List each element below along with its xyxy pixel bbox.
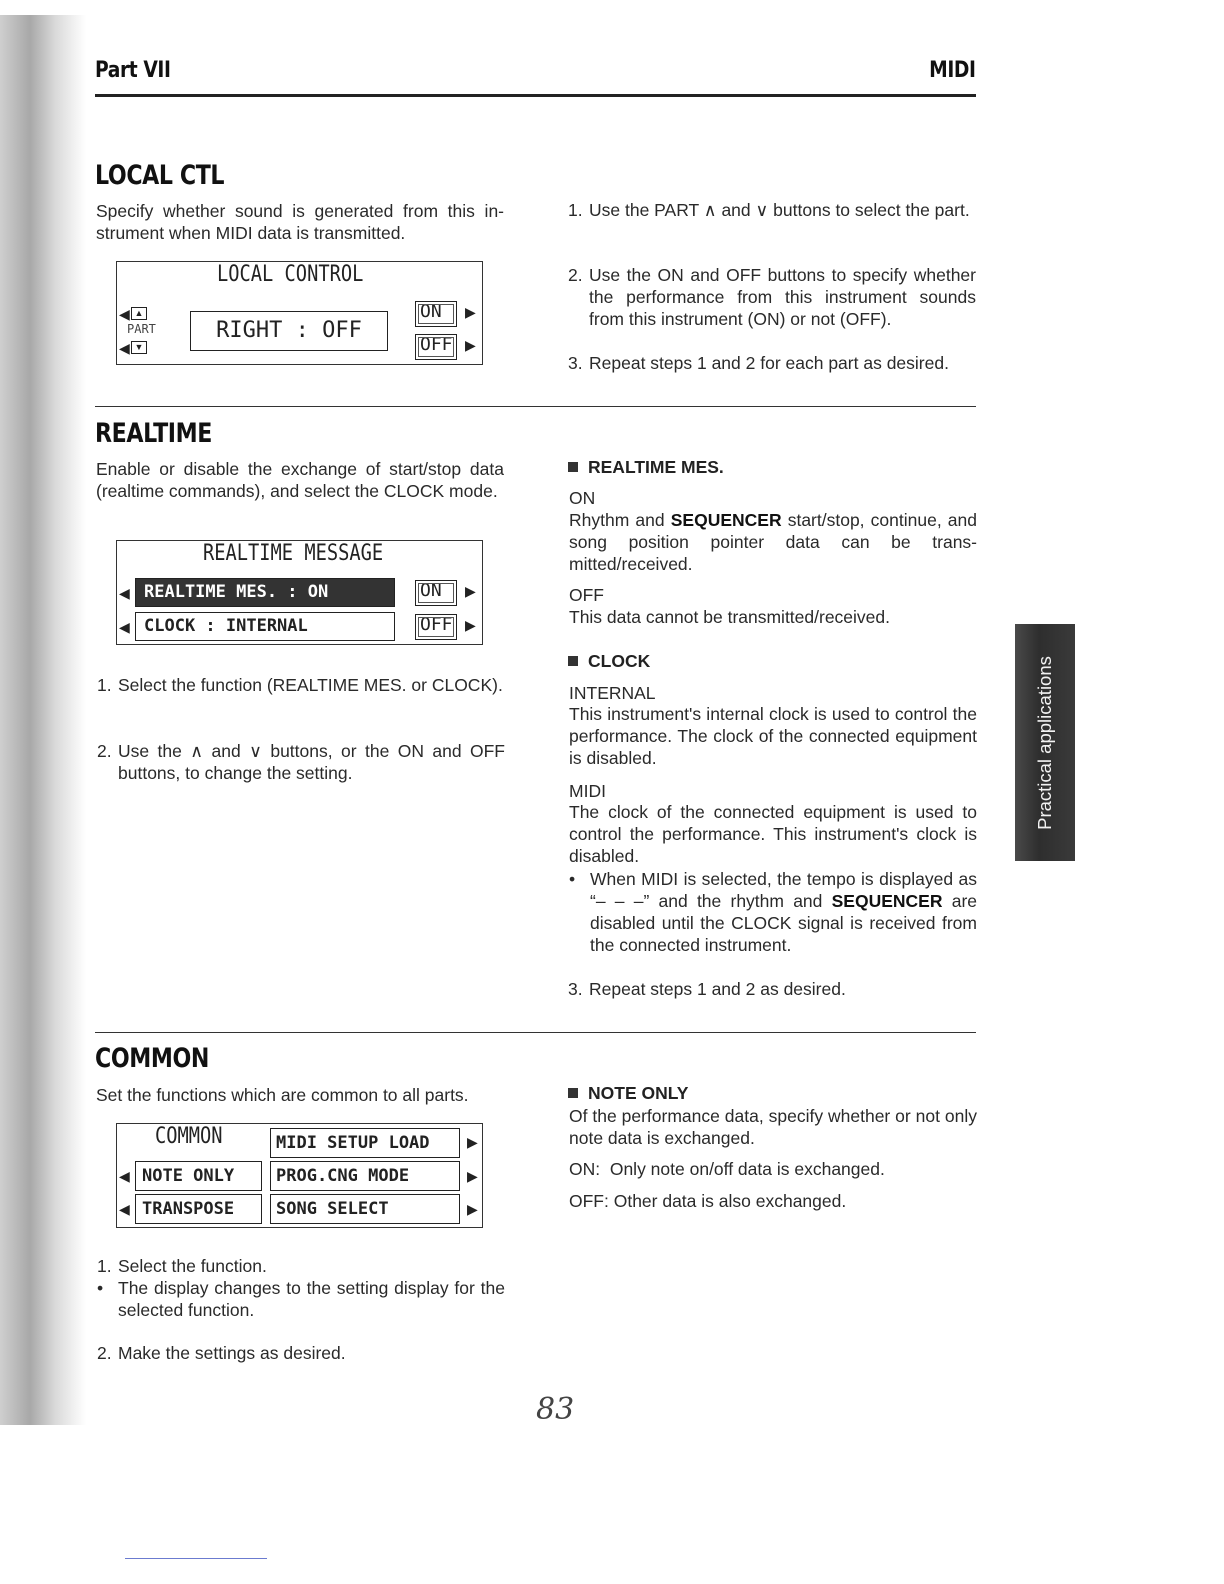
lcd-title: LOCAL CONTROL (217, 262, 364, 287)
bullet-dot-icon: • (97, 1278, 104, 1298)
note-only-item[interactable]: NOTE ONLY (135, 1161, 262, 1191)
realtime-off-label: OFF (569, 585, 604, 605)
arrow-right-icon: ▶ (467, 1134, 478, 1150)
arrow-left-icon: ◀ (119, 1201, 130, 1217)
off-button[interactable]: OFF (415, 334, 457, 360)
clock-row[interactable]: CLOCK : INTERNAL (135, 612, 395, 641)
common-step-1: 1. Select the function. (97, 1256, 267, 1276)
part-down-icon[interactable]: ▼ (131, 341, 147, 354)
local-control-display (116, 261, 483, 365)
clock-note: When MIDI is selected, the tempo is displayed as “– – –” and the rhythm and SEQUENCER are disabled until the CLOCK signal is received from the connected instrument. (590, 869, 978, 955)
clock-heading: CLOCK (568, 651, 650, 672)
bullet-dot-icon: • (569, 869, 576, 889)
realtime-off-text: This data cannot be transmitted/received. (569, 607, 891, 627)
page-number: 83 (536, 1392, 575, 1427)
midi-setup-load-item[interactable]: MIDI SETUP LOAD (270, 1128, 460, 1158)
section-title-common: COMMON (95, 1043, 210, 1074)
lcd-title: REALTIME MESSAGE (203, 541, 384, 566)
on-button[interactable]: ON (415, 580, 457, 606)
common-bullet: • The display changes to the setting display for the selected function. (97, 1278, 505, 1320)
prog-cng-mode-item[interactable]: PROG.CNG MODE (270, 1161, 460, 1191)
local-step-2: 2. Use the ON and OFF buttons to specify whether the performance from this instrument sounds from this instrument (ON) or not (OFF). (568, 265, 976, 329)
realtime-on-label: ON (569, 488, 596, 508)
chapter-side-tab: Practical applications (1015, 624, 1075, 861)
section-title-realtime: REALTIME (95, 418, 212, 449)
square-bullet-icon (568, 1088, 578, 1098)
part-up-arrow-icon[interactable]: ◀ (119, 306, 130, 322)
realtime-step-2: 2. Use the ∧ and ∨ buttons, or the ON and OFF buttons, to change the setting. (97, 741, 505, 783)
row2-arrow-icon: ◀ (119, 619, 130, 635)
arrow-right-icon: ▶ (467, 1201, 478, 1217)
off-arrow-icon: ▶ (465, 617, 476, 633)
realtime-on-text: Rhythm and SEQUENCER start/stop, continue, and song position pointer data can be trans-mitted/received. (569, 510, 977, 574)
note-only-on: ON: Only note on/off data is exchanged. (569, 1159, 885, 1179)
clock-midi-label: MIDI (569, 781, 606, 801)
section-title-local-ctl: LOCAL CTL (95, 160, 225, 191)
realtime-message-display (116, 540, 483, 645)
clock-internal-label: INTERNAL (569, 683, 656, 703)
part-down-arrow-icon[interactable]: ◀ (119, 340, 130, 356)
local-step-3: 3. Repeat steps 1 and 2 for each part as desired. (568, 353, 949, 373)
clock-midi-text: The clock of the connected equipment is used to control the performance. This instrument's clock is disabled. (569, 802, 977, 866)
part-label: PART (127, 322, 156, 336)
header-part: Part VII (95, 58, 171, 83)
page-binding-shadow (0, 15, 86, 1425)
off-arrow-icon: ▶ (465, 337, 476, 353)
note-only-heading: NOTE ONLY (568, 1083, 688, 1104)
square-bullet-icon (568, 462, 578, 472)
realtime-step-1: 1. Select the function (REALTIME MES. or CLOCK). (97, 675, 503, 695)
common-display (116, 1123, 483, 1228)
arrow-right-icon: ▶ (467, 1168, 478, 1184)
note-only-off: OFF: Other data is also exchanged. (569, 1191, 847, 1211)
common-step-2: 2. Make the settings as desired. (97, 1343, 346, 1363)
part-up-icon[interactable]: ▲ (131, 307, 147, 320)
realtime-step-3: 3. Repeat steps 1 and 2 as desired. (568, 979, 846, 999)
section-divider (95, 406, 976, 407)
on-arrow-icon: ▶ (465, 304, 476, 320)
on-button[interactable]: ON (415, 301, 457, 327)
header-chapter: MIDI (929, 58, 976, 83)
realtime-mes-row[interactable]: REALTIME MES. : ON (135, 578, 395, 607)
common-intro: Set the functions which are common to all parts. (96, 1085, 469, 1105)
header-rule (95, 94, 976, 97)
footer-line (125, 1558, 267, 1559)
local-step-1: 1. Use the PART ∧ and ∨ buttons to select the part. (568, 200, 970, 220)
note-only-text: Of the performance data, specify whether or not only note data is exchanged. (569, 1106, 977, 1148)
song-select-item[interactable]: SONG SELECT (270, 1194, 460, 1224)
row1-arrow-icon: ◀ (119, 585, 130, 601)
transpose-item[interactable]: TRANSPOSE (135, 1194, 262, 1224)
section-divider (95, 1032, 976, 1033)
on-arrow-icon: ▶ (465, 583, 476, 599)
realtime-intro: Enable or disable the exchange of start/stop data (realtime commands), and select the CLOCK mode. (96, 459, 504, 501)
realtime-mes-heading: REALTIME MES. (568, 457, 724, 478)
clock-internal-text: This instrument's internal clock is used to control the performance. The clock of the connected equipment is disabled. (569, 704, 977, 768)
lcd-title: COMMON (155, 1124, 223, 1149)
arrow-left-icon: ◀ (119, 1168, 130, 1184)
square-bullet-icon (568, 656, 578, 666)
local-ctl-intro: Specify whether sound is generated from this in-strument when MIDI data is transmitted. (96, 201, 504, 243)
local-control-value: RIGHT : OFF (190, 311, 388, 351)
off-button[interactable]: OFF (415, 614, 457, 640)
